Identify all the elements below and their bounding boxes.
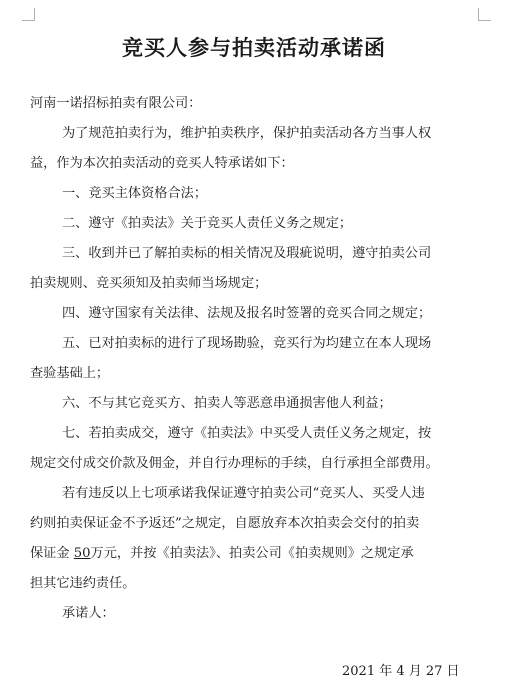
item-6: 六、不与其它竞买方、拍卖人等恶意串通损害他人利益；	[62, 396, 392, 411]
item-4: 四、遵守国家有关法律、法规及报名时签署的竞买合同之规定；	[62, 306, 432, 321]
item-1: 一、竞买主体资格合法；	[62, 186, 208, 201]
closing-line-3	[30, 546, 414, 562]
item-3-line-1: 三、收到并已了解拍卖标的相关情况及瑕疵说明，遵守拍卖公司	[62, 246, 432, 261]
closing-line-1: 若有违反以上七项承诺我保证遵守拍卖公司“竞买人、买受人违	[62, 486, 425, 501]
item-2: 二、遵守《拍卖法》关于竞买人责任义务之规定；	[62, 216, 353, 231]
page-corner-mark-right	[478, 8, 491, 21]
page-corner-mark-left	[22, 8, 35, 21]
item-7-line-1: 七、若拍卖成交，遵守《拍卖法》中买受人责任义务之规定，按	[62, 426, 432, 441]
closing-line-3-prefix: 保证金	[30, 546, 70, 561]
deposit-amount: 50	[73, 546, 91, 561]
item-3-line-2: 拍卖规则、竞买须知及拍卖师当场规定；	[30, 276, 268, 291]
addressee: 河南一诺招标拍卖有限公司：	[30, 96, 202, 111]
intro-line-1: 为了规范拍卖行为，维护拍卖秩序，保护拍卖活动各方当事人权	[62, 126, 432, 141]
document-date: 2021 年 4 月 27 日	[342, 664, 460, 679]
item-7-line-2: 规定交付成交价款及佣金，并自行办理标的手续，自行承担全部费用。	[30, 456, 439, 471]
document-title: 竞买人参与拍卖活动承诺函	[122, 36, 386, 60]
closing-line-4: 担其它违约责任。	[30, 576, 136, 591]
signatory-label: 承诺人：	[62, 606, 115, 621]
intro-line-2: 益，作为本次拍卖活动的竞买人特承诺如下：	[30, 156, 294, 171]
closing-line-2: 约则拍卖保证金不予返还”之规定，自愿放弃本次拍卖会交付的拍卖	[30, 516, 420, 531]
item-5-line-1: 五、已对拍卖标的进行了现场勘验，竞买行为均建立在本人现场	[62, 336, 432, 351]
item-5-line-2: 查验基础上；	[30, 366, 110, 381]
closing-line-3-suffix: 万元，并按《拍卖法》、拍卖公司《拍卖规则》之规定承	[90, 546, 414, 561]
